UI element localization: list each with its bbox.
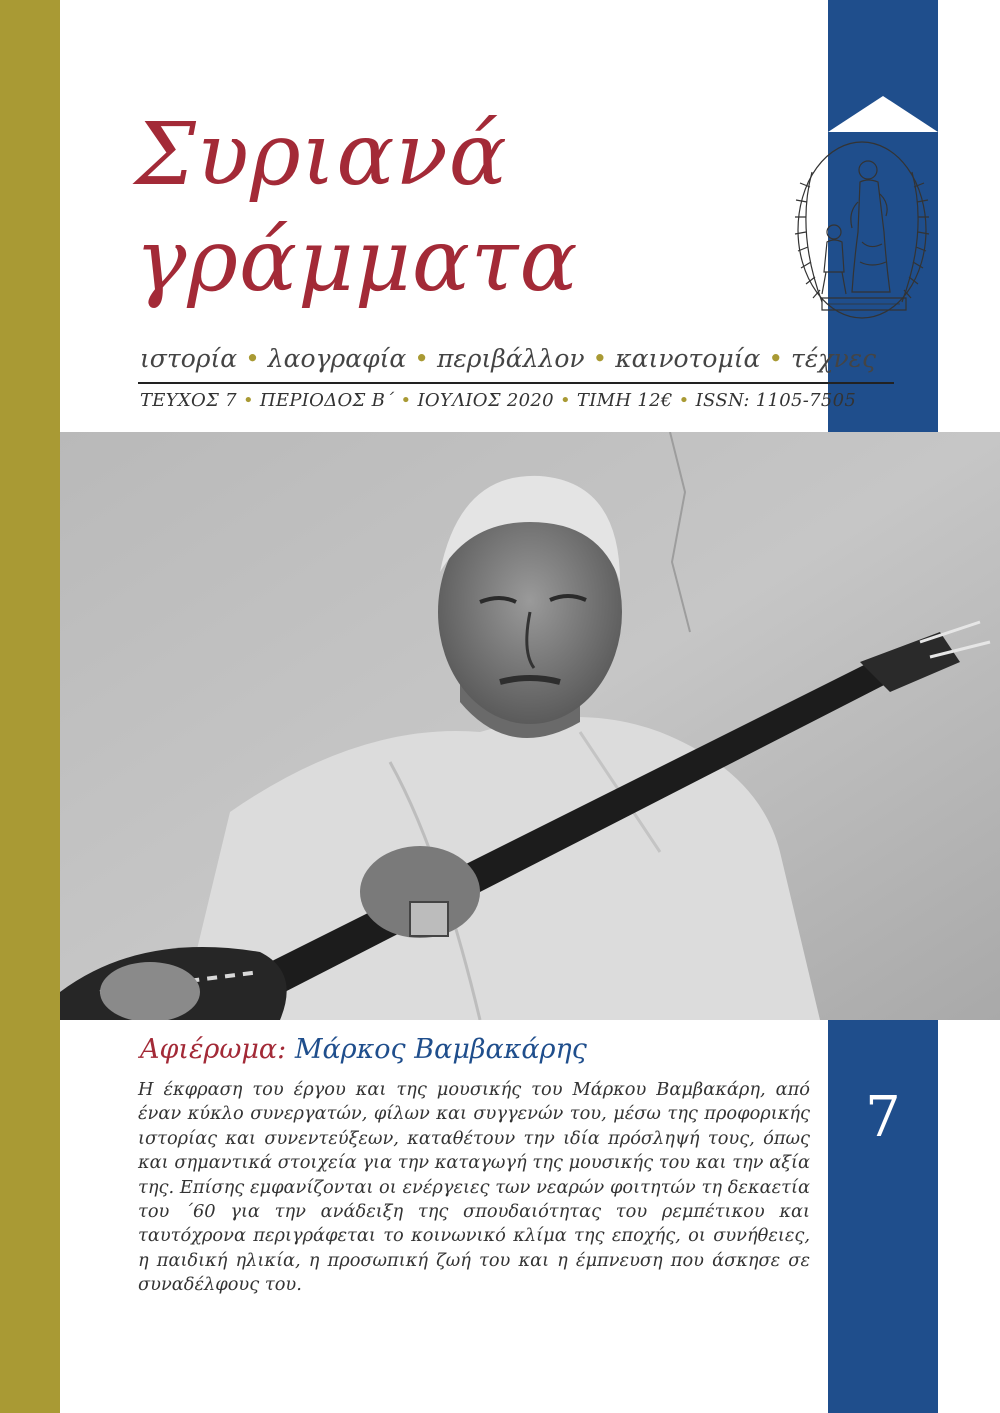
- date-label: ΙΟΥΛΙΟΣ 2020: [417, 390, 554, 411]
- magazine-title-line2: γράμματα: [135, 211, 579, 311]
- musician-photo: [60, 432, 1000, 1020]
- ribbon-notch: [828, 0, 938, 132]
- period-label: ΠΕΡΙΟΔΟΣ Β΄: [259, 390, 395, 411]
- topic-folklore: λαογραφία: [267, 344, 407, 373]
- issn-label: ISSN: 1105-7505: [695, 390, 857, 411]
- feature-name: Μάρκος Βαμβακάρης: [294, 1034, 587, 1065]
- price-label: ΤΙΜΗ 12€: [576, 390, 673, 411]
- separator-dot: •: [242, 390, 254, 411]
- separator-dot: •: [768, 344, 784, 373]
- separator-dot: •: [559, 390, 571, 411]
- spine-band: [0, 0, 60, 1413]
- separator-dot: •: [678, 390, 690, 411]
- topic-arts: τέχνες: [791, 344, 877, 373]
- topic-environment: περιβάλλον: [436, 344, 585, 373]
- feature-label: Αφιέρωμα:: [140, 1034, 287, 1065]
- magazine-title-line1: Συριανά: [135, 105, 508, 205]
- separator-dot: •: [414, 344, 429, 373]
- divider-rule: [138, 382, 894, 384]
- issue-label: ΤΕΥΧΟΣ 7: [140, 390, 237, 411]
- topic-history: ιστορία: [140, 344, 238, 373]
- feature-description: Η έκφραση του έργου και της μουσικής του Μάρκου Βαμβακάρη, από έναν κύκλο συνεργατών, φίλων και συγγενών του, μέσω της προφορικής ιστορίας και συνεντεύξεων, καταθέτουν την ιδία πρόσληψή τους, όπως και σημαντικά στοιχεία για την καταγωγή της μουσικής του και την αξία της. Επίσης εμφανίζονται οι ενέργειες των νεαρών φοιτητών τη δεκαετία του ΄60 για την ανάδειξη της σπουδαιότητας του ρεμπέτικου και ταυτόχρονα περιγράφεται το κοινωνικό κλίμα της εποχής, οι συνήθειες, η παιδική ηλικία, η προσωπική ζωή του και η έμπνευση που άσκησε σε συναδέλφους του.: [138, 1079, 810, 1296]
- feature-heading: [140, 1034, 587, 1065]
- separator-dot: •: [592, 344, 608, 373]
- seal-emblem-icon: [782, 132, 942, 332]
- separator-dot: •: [245, 344, 260, 373]
- separator-dot: •: [400, 390, 412, 411]
- issue-info-line: [140, 390, 856, 411]
- issue-number: 7: [865, 1085, 901, 1150]
- topic-innovation: καινοτομία: [615, 344, 761, 373]
- subtitle-topics: [140, 344, 876, 373]
